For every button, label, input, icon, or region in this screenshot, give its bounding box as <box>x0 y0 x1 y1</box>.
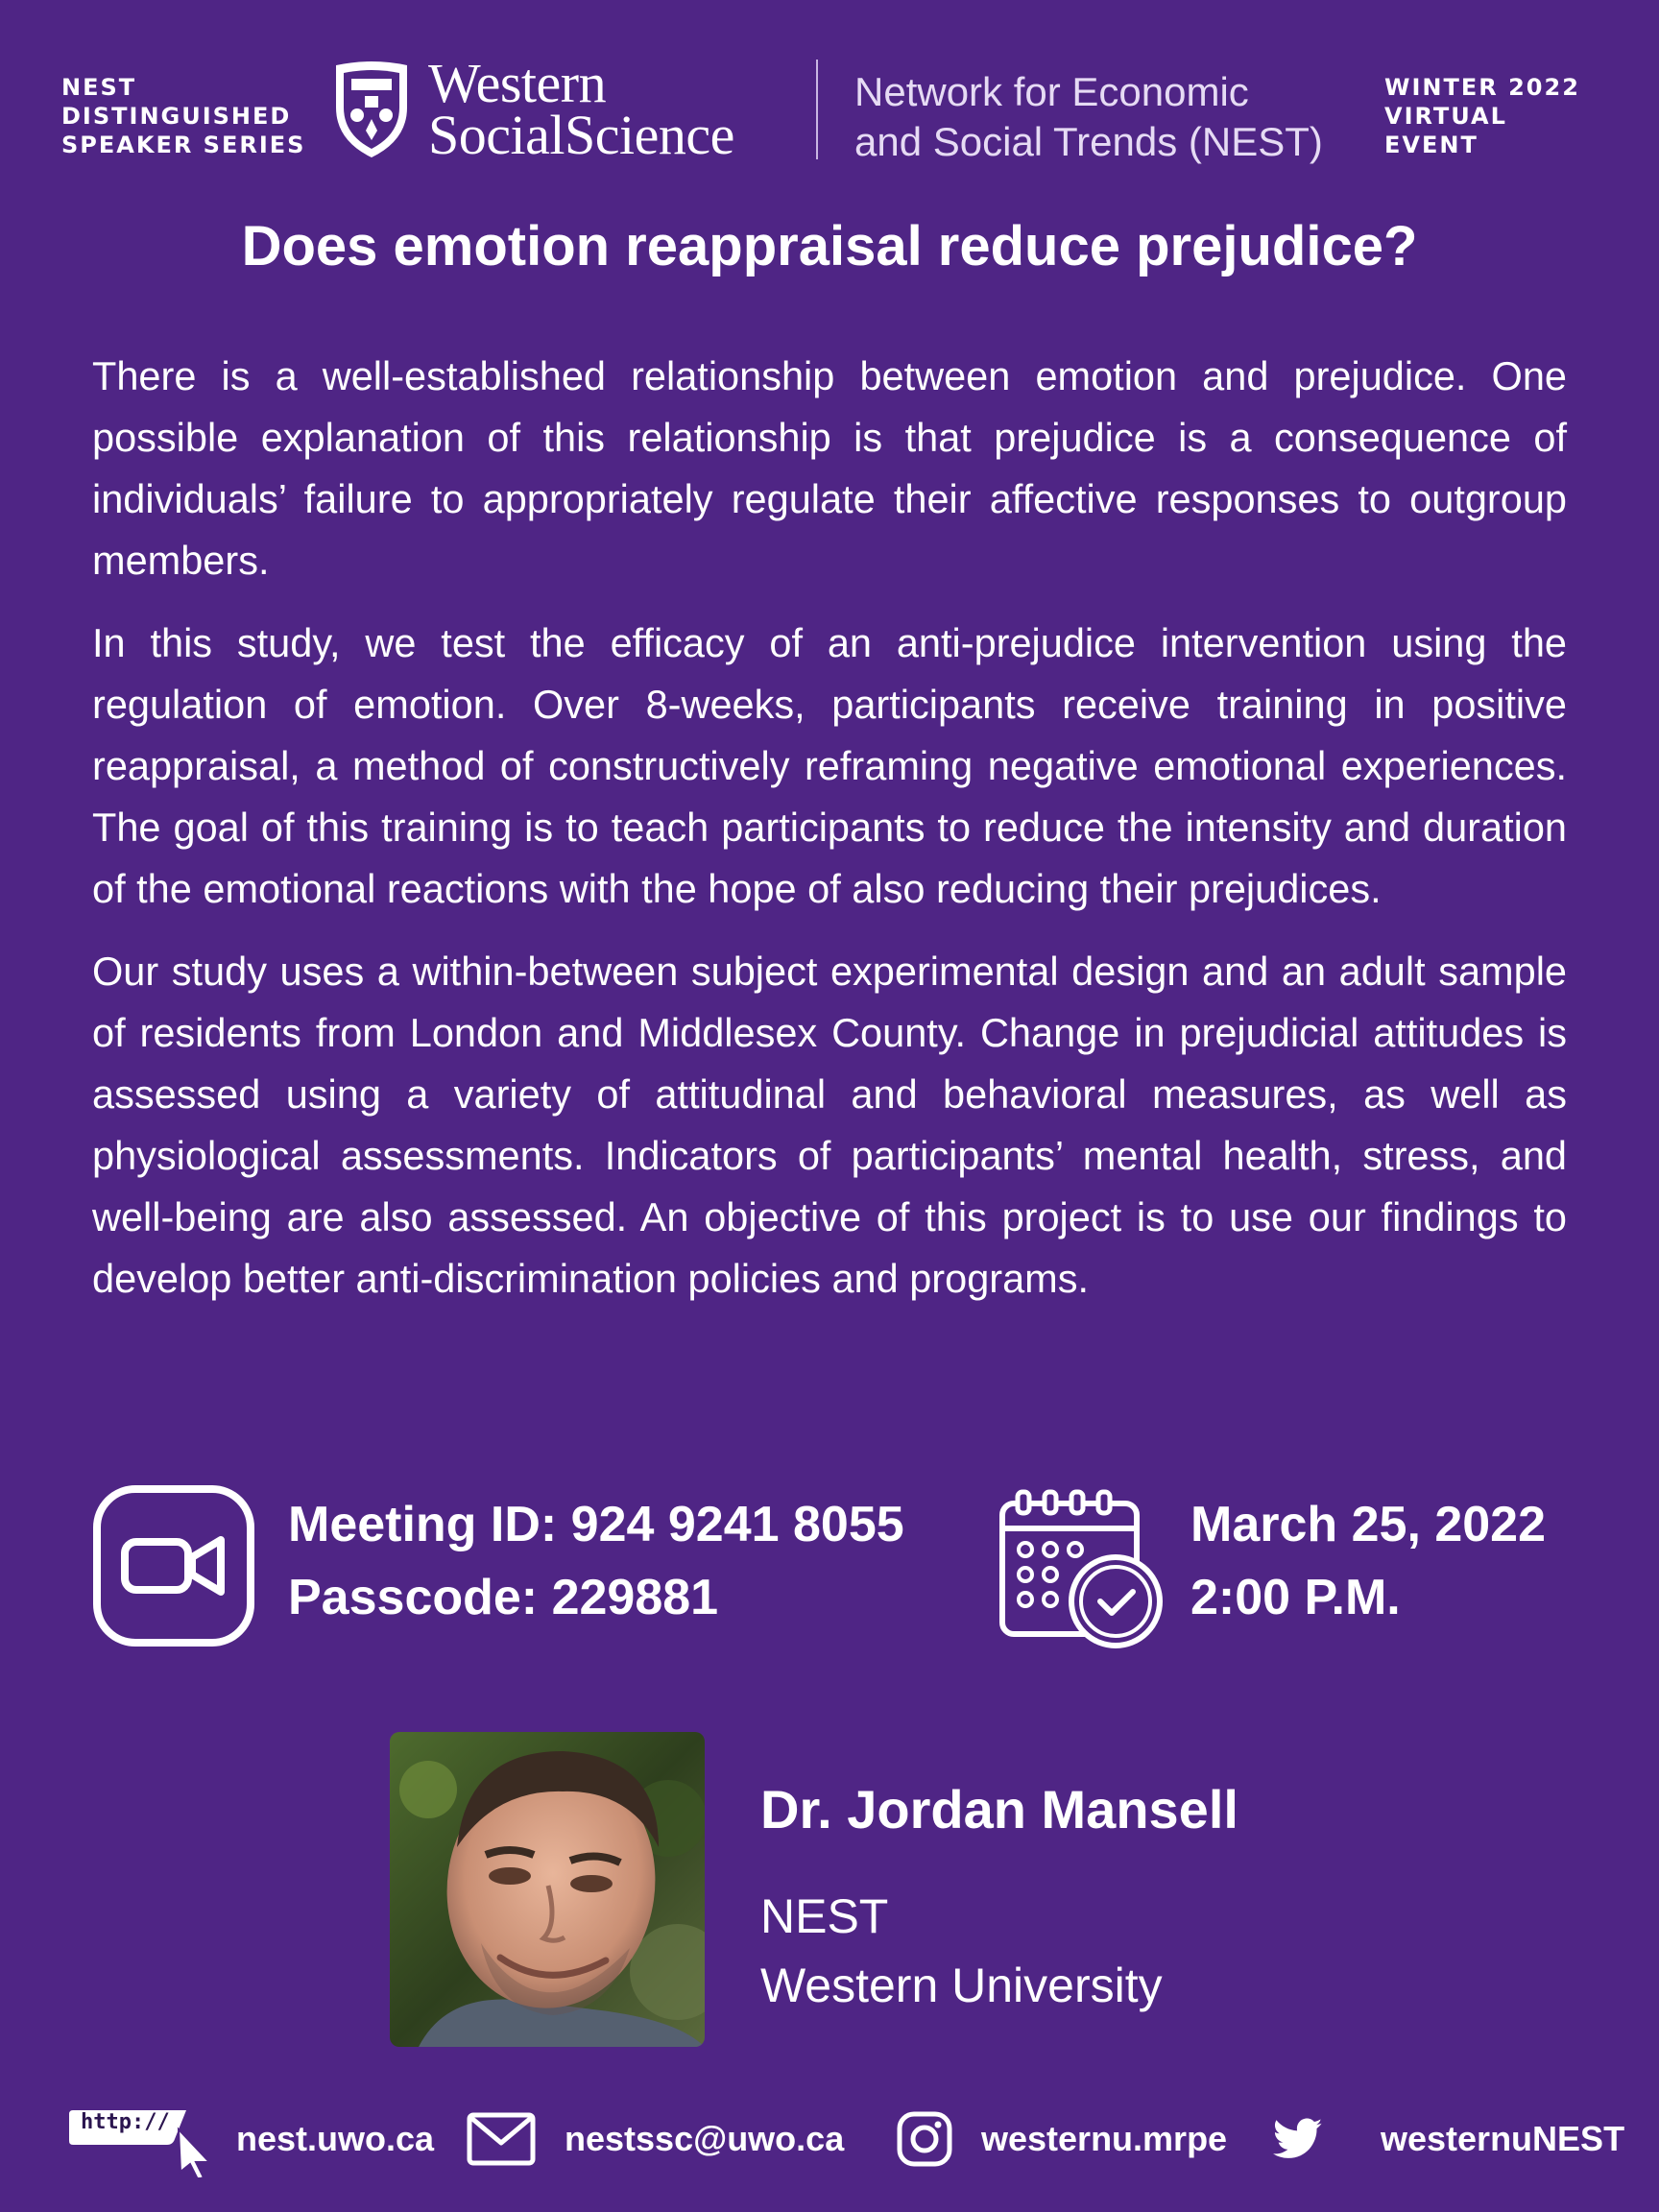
event-line-2: VIRTUAL <box>1384 103 1507 130</box>
event-time: 2:00 P.M. <box>1190 1570 1401 1625</box>
twitter-link[interactable] <box>1273 2101 1624 2177</box>
affiliation-line-1: NEST <box>760 1889 889 1943</box>
logo-line-2: SocialScience <box>428 104 734 166</box>
instagram-text: westernu.mrpe <box>981 2119 1228 2158</box>
talk-title: Does emotion reappraisal reduce prejudice? <box>241 215 1418 277</box>
event-line-3: EVENT <box>1384 132 1479 158</box>
calendar-clock-icon <box>997 1486 1166 1649</box>
event-line-1: WINTER 2022 <box>1384 74 1580 101</box>
twitter-text: westernuNEST <box>1381 2119 1625 2158</box>
website-badge-text: http:// <box>81 2110 170 2134</box>
website-link[interactable] <box>63 2101 434 2177</box>
meeting-info <box>288 1488 904 1634</box>
event-label <box>1384 73 1580 159</box>
network-line-2: and Social Trends (NEST) <box>854 119 1323 164</box>
event-date: March 25, 2022 <box>1190 1497 1547 1552</box>
logo-line-1: Western <box>428 52 607 114</box>
abstract <box>92 346 1567 1331</box>
video-camera-icon <box>92 1484 255 1647</box>
abstract-paragraph-1: There is a well-established relationship between emotion and prejudice. One possible explanation of this relationship is that prejudice is a consequence of individuals’ failure to appropriately regulate their affective responses to outgroup members. <box>92 353 1567 583</box>
series-line-2: DISTINGUISHED <box>61 103 292 130</box>
speaker-photo <box>390 1732 705 2047</box>
website-text: nest.uwo.ca <box>236 2119 435 2158</box>
envelope-icon <box>467 2112 536 2166</box>
meeting-id: Meeting ID: 924 9241 8055 <box>288 1497 904 1552</box>
abstract-paragraph-2: In this study, we test the efficacy of an anti-prejudice intervention using the regulation of emotion. Over 8-weeks, participants receive training in positive reappraisal, a method of constructively reframing negative emotional experiences. The goal of this training is to teach participants to reduce the intensity and duration of the emotional reactions with the hope of also reducing their prejudices. <box>92 620 1567 911</box>
email-link[interactable] <box>467 2101 844 2177</box>
network-line-1: Network for Economic <box>854 69 1249 114</box>
speaker-name: Dr. Jordan Mansell <box>760 1779 1238 1839</box>
western-shield-icon <box>330 58 413 159</box>
western-social-science-logo <box>428 52 734 166</box>
affiliation-line-2: Western University <box>760 1959 1163 2012</box>
meeting-passcode: Passcode: 229881 <box>288 1570 719 1625</box>
instagram-icon <box>897 2111 952 2167</box>
speaker-series-label <box>61 73 305 159</box>
network-name <box>854 67 1323 167</box>
header-divider <box>816 60 818 159</box>
series-line-3: SPEAKER SERIES <box>61 132 306 158</box>
series-line-1: NEST <box>61 74 137 101</box>
twitter-bird-icon <box>1273 2118 1323 2160</box>
email-text: nestssc@uwo.ca <box>565 2119 845 2158</box>
abstract-paragraph-3: Our study uses a within-between subject experimental design and an adult sample of residents from London and Middlesex County. Change in prejudicial attitudes is assessed using a variety of attitudinal and behavioral measures, as well as physiological assessments. Indicators of participants’ mental health, stress, and well-being are also assessed. An objective of this project is to use our findings to develop better anti-discrimination policies and programs. <box>92 949 1567 1301</box>
speaker-affiliation <box>760 1882 1163 2020</box>
event-datetime <box>1190 1488 1546 1634</box>
instagram-link[interactable] <box>897 2101 1227 2177</box>
